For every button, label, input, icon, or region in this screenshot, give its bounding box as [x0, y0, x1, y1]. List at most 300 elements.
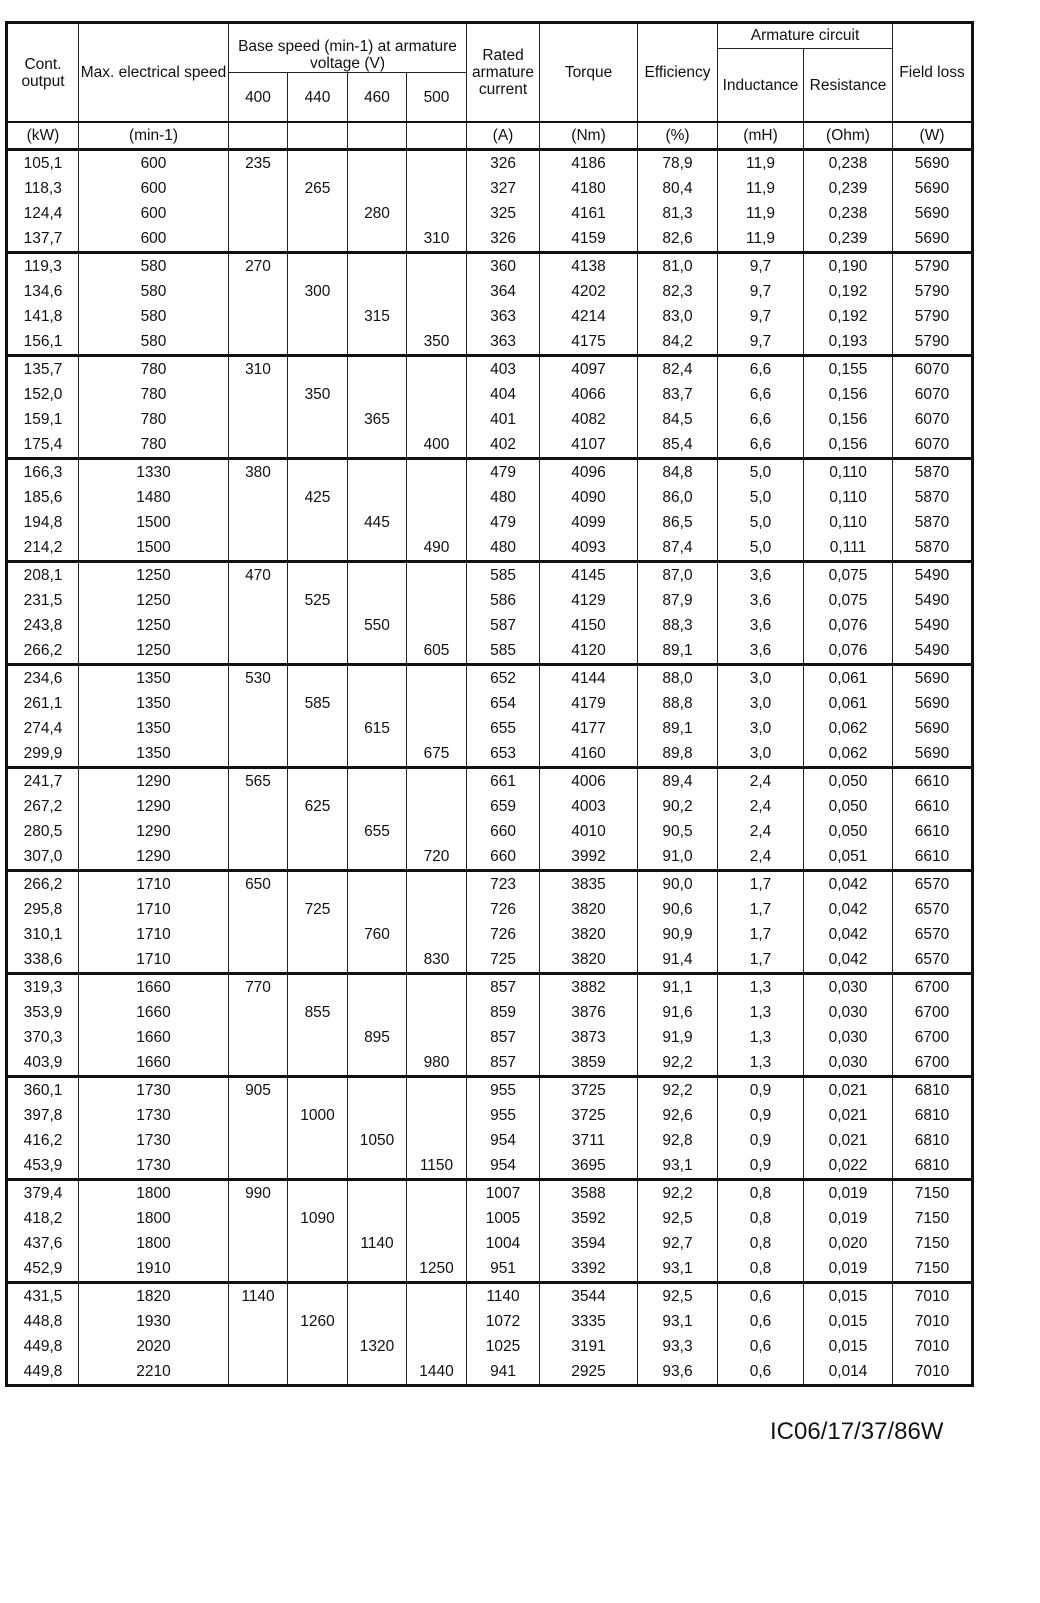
table-cell: 530: [229, 665, 288, 692]
table-cell: [229, 947, 288, 974]
table-cell: 4159: [540, 226, 638, 253]
table-cell: 955: [467, 1077, 540, 1104]
table-cell: 587: [467, 613, 540, 638]
table-cell: 92,5: [638, 1283, 718, 1310]
table-cell: 0,076: [804, 638, 893, 665]
table-cell: [407, 922, 467, 947]
table-cell: 5790: [893, 279, 973, 304]
table-cell: 6570: [893, 922, 973, 947]
table-cell: 3725: [540, 1077, 638, 1104]
table-cell: 1910: [79, 1256, 229, 1283]
table-cell: 91,9: [638, 1025, 718, 1050]
table-cell: 5690: [893, 665, 973, 692]
table-cell: [407, 304, 467, 329]
unit-cell: (kW): [7, 122, 79, 150]
table-cell: 1290: [79, 768, 229, 795]
table-cell: [407, 1103, 467, 1128]
table-cell: 4082: [540, 407, 638, 432]
table-cell: 1290: [79, 844, 229, 871]
table-cell: 90,5: [638, 819, 718, 844]
table-cell: 92,2: [638, 1180, 718, 1207]
table-cell: 315: [348, 304, 407, 329]
table-cell: 1930: [79, 1309, 229, 1334]
table-cell: 166,3: [7, 459, 79, 486]
table-cell: 857: [467, 974, 540, 1001]
table-cell: 280,5: [7, 819, 79, 844]
table-cell: 490: [407, 535, 467, 562]
table-cell: 0,050: [804, 768, 893, 795]
table-cell: 6070: [893, 356, 973, 383]
table-cell: [288, 201, 348, 226]
unit-cell: (Ohm): [804, 122, 893, 150]
table-cell: 425: [288, 485, 348, 510]
table-cell: [407, 1334, 467, 1359]
table-cell: [348, 844, 407, 871]
table-cell: 4186: [540, 150, 638, 177]
table-row: [7, 1359, 973, 1386]
table-cell: 6570: [893, 871, 973, 898]
header-resistance: Resistance: [804, 49, 893, 123]
table-cell: [407, 562, 467, 589]
table-cell: [348, 1000, 407, 1025]
table-cell: 0,061: [804, 691, 893, 716]
unit-cell: (A): [467, 122, 540, 150]
table-cell: 5870: [893, 535, 973, 562]
table-cell: 85,4: [638, 432, 718, 459]
table-cell: 0,019: [804, 1206, 893, 1231]
table-cell: 353,9: [7, 1000, 79, 1025]
table-cell: 82,4: [638, 356, 718, 383]
table-cell: 770: [229, 974, 288, 1001]
table-cell: 83,7: [638, 382, 718, 407]
table-cell: 7150: [893, 1180, 973, 1207]
table-cell: 11,9: [718, 201, 804, 226]
table-cell: [407, 588, 467, 613]
table-row: [7, 562, 973, 589]
table-cell: [348, 691, 407, 716]
table-cell: 1350: [79, 691, 229, 716]
table-cell: 1660: [79, 1000, 229, 1025]
table-cell: 84,5: [638, 407, 718, 432]
table-cell: 93,6: [638, 1359, 718, 1386]
table-cell: 652: [467, 665, 540, 692]
table-cell: 1,7: [718, 947, 804, 974]
table-cell: 1007: [467, 1180, 540, 1207]
header-rated-current: Rated armature current: [467, 23, 540, 123]
table-cell: 1250: [79, 562, 229, 589]
table-cell: 6070: [893, 432, 973, 459]
table-cell: 3820: [540, 947, 638, 974]
table-cell: 5,0: [718, 485, 804, 510]
table-cell: 4006: [540, 768, 638, 795]
table-cell: 397,8: [7, 1103, 79, 1128]
table-cell: [288, 535, 348, 562]
table-cell: 83,0: [638, 304, 718, 329]
table-cell: [288, 226, 348, 253]
table-cell: 135,7: [7, 356, 79, 383]
header-efficiency: Efficiency: [638, 23, 718, 123]
table-cell: 243,8: [7, 613, 79, 638]
table-cell: [348, 1309, 407, 1334]
table-cell: [229, 432, 288, 459]
table-cell: [288, 638, 348, 665]
table-cell: 449,8: [7, 1359, 79, 1386]
table-cell: 470: [229, 562, 288, 589]
table-row: [7, 432, 973, 459]
table-cell: 1150: [407, 1153, 467, 1180]
table-cell: 0,015: [804, 1334, 893, 1359]
table-cell: 3592: [540, 1206, 638, 1231]
table-cell: [288, 922, 348, 947]
table-cell: [348, 1153, 407, 1180]
table-cell: [288, 1128, 348, 1153]
table-cell: 1330: [79, 459, 229, 486]
table-cell: 780: [79, 432, 229, 459]
table-cell: 0,8: [718, 1256, 804, 1283]
table-cell: 93,1: [638, 1309, 718, 1334]
table-cell: 7010: [893, 1309, 973, 1334]
table-cell: [348, 562, 407, 589]
table-cell: 565: [229, 768, 288, 795]
table-cell: 231,5: [7, 588, 79, 613]
table-cell: 0,030: [804, 1000, 893, 1025]
table-cell: 265: [288, 176, 348, 201]
table-cell: 586: [467, 588, 540, 613]
table-cell: [229, 329, 288, 356]
table-cell: 159,1: [7, 407, 79, 432]
table-cell: 4150: [540, 613, 638, 638]
table-cell: 5690: [893, 691, 973, 716]
table-cell: [348, 871, 407, 898]
table-cell: [229, 226, 288, 253]
table-cell: 1260: [288, 1309, 348, 1334]
table-row: [7, 510, 973, 535]
table-cell: 3,0: [718, 691, 804, 716]
table-row: [7, 794, 973, 819]
table-cell: [407, 1180, 467, 1207]
table-cell: 1710: [79, 871, 229, 898]
table-cell: 1350: [79, 741, 229, 768]
table-cell: 1710: [79, 897, 229, 922]
table-cell: 1050: [348, 1128, 407, 1153]
table-row: [7, 947, 973, 974]
table-cell: [288, 1050, 348, 1077]
table-cell: 1660: [79, 1050, 229, 1077]
table-cell: [229, 382, 288, 407]
table-cell: 2,4: [718, 819, 804, 844]
table-row: [7, 279, 973, 304]
table-cell: [407, 1206, 467, 1231]
table-cell: 0,030: [804, 1025, 893, 1050]
table-row: [7, 1180, 973, 1207]
motor-data-table: [5, 21, 974, 1387]
table-cell: 91,6: [638, 1000, 718, 1025]
table-cell: 1140: [467, 1283, 540, 1310]
table-cell: 6810: [893, 1103, 973, 1128]
table-cell: 350: [407, 329, 467, 356]
table-cell: [229, 1231, 288, 1256]
table-cell: 3711: [540, 1128, 638, 1153]
table-cell: [229, 407, 288, 432]
table-cell: [288, 1334, 348, 1359]
table-cell: 350: [288, 382, 348, 407]
table-cell: [288, 253, 348, 280]
table-cell: 274,4: [7, 716, 79, 741]
table-cell: [407, 1025, 467, 1050]
table-cell: 1025: [467, 1334, 540, 1359]
table-cell: 5690: [893, 150, 973, 177]
table-cell: 0,8: [718, 1206, 804, 1231]
table-cell: 4214: [540, 304, 638, 329]
table-cell: 0,190: [804, 253, 893, 280]
table-cell: 7150: [893, 1206, 973, 1231]
table-cell: 726: [467, 897, 540, 922]
table-row: [7, 922, 973, 947]
table-cell: [288, 741, 348, 768]
table-row: [7, 897, 973, 922]
table-cell: 88,8: [638, 691, 718, 716]
table-cell: [348, 1256, 407, 1283]
table-cell: [348, 974, 407, 1001]
table-cell: 4179: [540, 691, 638, 716]
table-cell: 3,0: [718, 741, 804, 768]
table-cell: 4090: [540, 485, 638, 510]
table-cell: 3594: [540, 1231, 638, 1256]
table-cell: 452,9: [7, 1256, 79, 1283]
table-cell: 5690: [893, 201, 973, 226]
table-cell: 0,022: [804, 1153, 893, 1180]
table-cell: 6810: [893, 1077, 973, 1104]
table-cell: 5790: [893, 304, 973, 329]
table-cell: 5490: [893, 613, 973, 638]
table-cell: 4097: [540, 356, 638, 383]
table-cell: 1730: [79, 1128, 229, 1153]
table-cell: 11,9: [718, 176, 804, 201]
table-cell: 87,9: [638, 588, 718, 613]
table-cell: 653: [467, 741, 540, 768]
header-voltage-400: 400: [229, 73, 288, 123]
table-cell: 11,9: [718, 150, 804, 177]
table-cell: 550: [348, 613, 407, 638]
table-cell: 6570: [893, 947, 973, 974]
table-cell: 1250: [79, 613, 229, 638]
table-cell: 445: [348, 510, 407, 535]
table-cell: [348, 638, 407, 665]
table-cell: 3335: [540, 1309, 638, 1334]
table-cell: 659: [467, 794, 540, 819]
table-cell: 1,3: [718, 974, 804, 1001]
table-cell: 3882: [540, 974, 638, 1001]
table-cell: 338,6: [7, 947, 79, 974]
table-cell: 4093: [540, 535, 638, 562]
table-row: [7, 819, 973, 844]
motor-data-sheet: [5, 21, 971, 1387]
table-cell: 418,2: [7, 1206, 79, 1231]
unit-cell: (Nm): [540, 122, 638, 150]
table-cell: 379,4: [7, 1180, 79, 1207]
table-cell: 194,8: [7, 510, 79, 535]
table-cell: 3992: [540, 844, 638, 871]
header-cont-output: Cont. output: [7, 23, 79, 123]
table-cell: 0,8: [718, 1180, 804, 1207]
table-cell: 5490: [893, 562, 973, 589]
table-cell: 9,7: [718, 253, 804, 280]
table-cell: [288, 613, 348, 638]
table-cell: 310: [229, 356, 288, 383]
table-cell: 6570: [893, 897, 973, 922]
table-cell: 7010: [893, 1283, 973, 1310]
table-cell: [229, 588, 288, 613]
table-cell: 89,1: [638, 638, 718, 665]
table-cell: 5690: [893, 716, 973, 741]
table-row: [7, 150, 973, 177]
table-cell: 660: [467, 819, 540, 844]
header-base-speed: Base speed (min-1) at armature voltage (V): [229, 23, 467, 73]
table-cell: 3820: [540, 897, 638, 922]
table-cell: 6810: [893, 1153, 973, 1180]
table-cell: [407, 665, 467, 692]
table-cell: 0,076: [804, 613, 893, 638]
table-cell: 5690: [893, 226, 973, 253]
table-body: [7, 150, 973, 1386]
table-cell: 760: [348, 922, 407, 947]
table-cell: 92,7: [638, 1231, 718, 1256]
table-cell: 90,2: [638, 794, 718, 819]
table-cell: 0,015: [804, 1283, 893, 1310]
table-cell: [348, 535, 407, 562]
table-row: [7, 1231, 973, 1256]
header-torque: Torque: [540, 23, 638, 123]
table-cell: 364: [467, 279, 540, 304]
table-cell: 1500: [79, 510, 229, 535]
table-cell: 0,239: [804, 176, 893, 201]
table-cell: 9,7: [718, 279, 804, 304]
table-cell: [407, 716, 467, 741]
table-cell: 4202: [540, 279, 638, 304]
table-cell: 654: [467, 691, 540, 716]
table-cell: [407, 382, 467, 407]
table-cell: 980: [407, 1050, 467, 1077]
table-cell: 1,7: [718, 897, 804, 922]
table-cell: [407, 613, 467, 638]
table-cell: [229, 1128, 288, 1153]
table-cell: 990: [229, 1180, 288, 1207]
table-cell: [348, 1050, 407, 1077]
table-cell: 0,042: [804, 922, 893, 947]
table-cell: 3820: [540, 922, 638, 947]
table-cell: 453,9: [7, 1153, 79, 1180]
table-cell: 859: [467, 1000, 540, 1025]
table-cell: [407, 356, 467, 383]
table-row: [7, 638, 973, 665]
table-cell: 585: [467, 638, 540, 665]
table-cell: [229, 1000, 288, 1025]
table-cell: [288, 150, 348, 177]
table-cell: 319,3: [7, 974, 79, 1001]
table-cell: 3835: [540, 871, 638, 898]
table-cell: 4010: [540, 819, 638, 844]
table-cell: 0,075: [804, 562, 893, 589]
table-row: [7, 768, 973, 795]
table-cell: 5690: [893, 741, 973, 768]
table-cell: 1350: [79, 716, 229, 741]
table-cell: [229, 691, 288, 716]
table-cell: 5870: [893, 485, 973, 510]
table-cell: 830: [407, 947, 467, 974]
table-cell: [288, 1025, 348, 1050]
table-cell: 0,050: [804, 819, 893, 844]
table-cell: 93,1: [638, 1153, 718, 1180]
unit-cell: [407, 122, 467, 150]
table-cell: [407, 974, 467, 1001]
table-cell: 0,238: [804, 150, 893, 177]
table-cell: 4145: [540, 562, 638, 589]
table-cell: 1,3: [718, 1050, 804, 1077]
table-cell: 580: [79, 304, 229, 329]
table-cell: 401: [467, 407, 540, 432]
table-cell: 3191: [540, 1334, 638, 1359]
table-cell: 92,2: [638, 1050, 718, 1077]
table-cell: 780: [79, 407, 229, 432]
table-cell: [407, 1283, 467, 1310]
table-cell: [407, 485, 467, 510]
table-cell: 0,110: [804, 485, 893, 510]
table-cell: [348, 1283, 407, 1310]
table-cell: 4107: [540, 432, 638, 459]
table-cell: 6,6: [718, 432, 804, 459]
table-cell: 6700: [893, 1050, 973, 1077]
table-cell: 1,7: [718, 922, 804, 947]
table-cell: 326: [467, 226, 540, 253]
table-cell: [348, 329, 407, 356]
table-cell: 0,6: [718, 1359, 804, 1386]
table-cell: [288, 1256, 348, 1283]
table-cell: [407, 1309, 467, 1334]
table-cell: 325: [467, 201, 540, 226]
table-cell: 6,6: [718, 407, 804, 432]
table-cell: 1140: [348, 1231, 407, 1256]
table-cell: 403: [467, 356, 540, 383]
table-cell: [348, 588, 407, 613]
table-cell: 0,6: [718, 1283, 804, 1310]
table-cell: 4177: [540, 716, 638, 741]
table-cell: 234,6: [7, 665, 79, 692]
table-cell: 7010: [893, 1334, 973, 1359]
table-row: [7, 1153, 973, 1180]
table-cell: [348, 226, 407, 253]
table-cell: [288, 1180, 348, 1207]
table-cell: 92,8: [638, 1128, 718, 1153]
table-cell: [229, 279, 288, 304]
table-cell: 90,9: [638, 922, 718, 947]
table-cell: 266,2: [7, 871, 79, 898]
table-cell: 780: [79, 382, 229, 407]
table-cell: [229, 741, 288, 768]
table-cell: 0,050: [804, 794, 893, 819]
table-cell: [229, 1334, 288, 1359]
table-cell: 90,0: [638, 871, 718, 898]
table-cell: [229, 897, 288, 922]
table-cell: [348, 279, 407, 304]
table-row: [7, 1309, 973, 1334]
table-cell: 86,5: [638, 510, 718, 535]
unit-cell: (W): [893, 122, 973, 150]
table-cell: 4161: [540, 201, 638, 226]
table-cell: 605: [407, 638, 467, 665]
header-inductance: Inductance: [718, 49, 804, 123]
table-row: [7, 1206, 973, 1231]
table-cell: 119,3: [7, 253, 79, 280]
